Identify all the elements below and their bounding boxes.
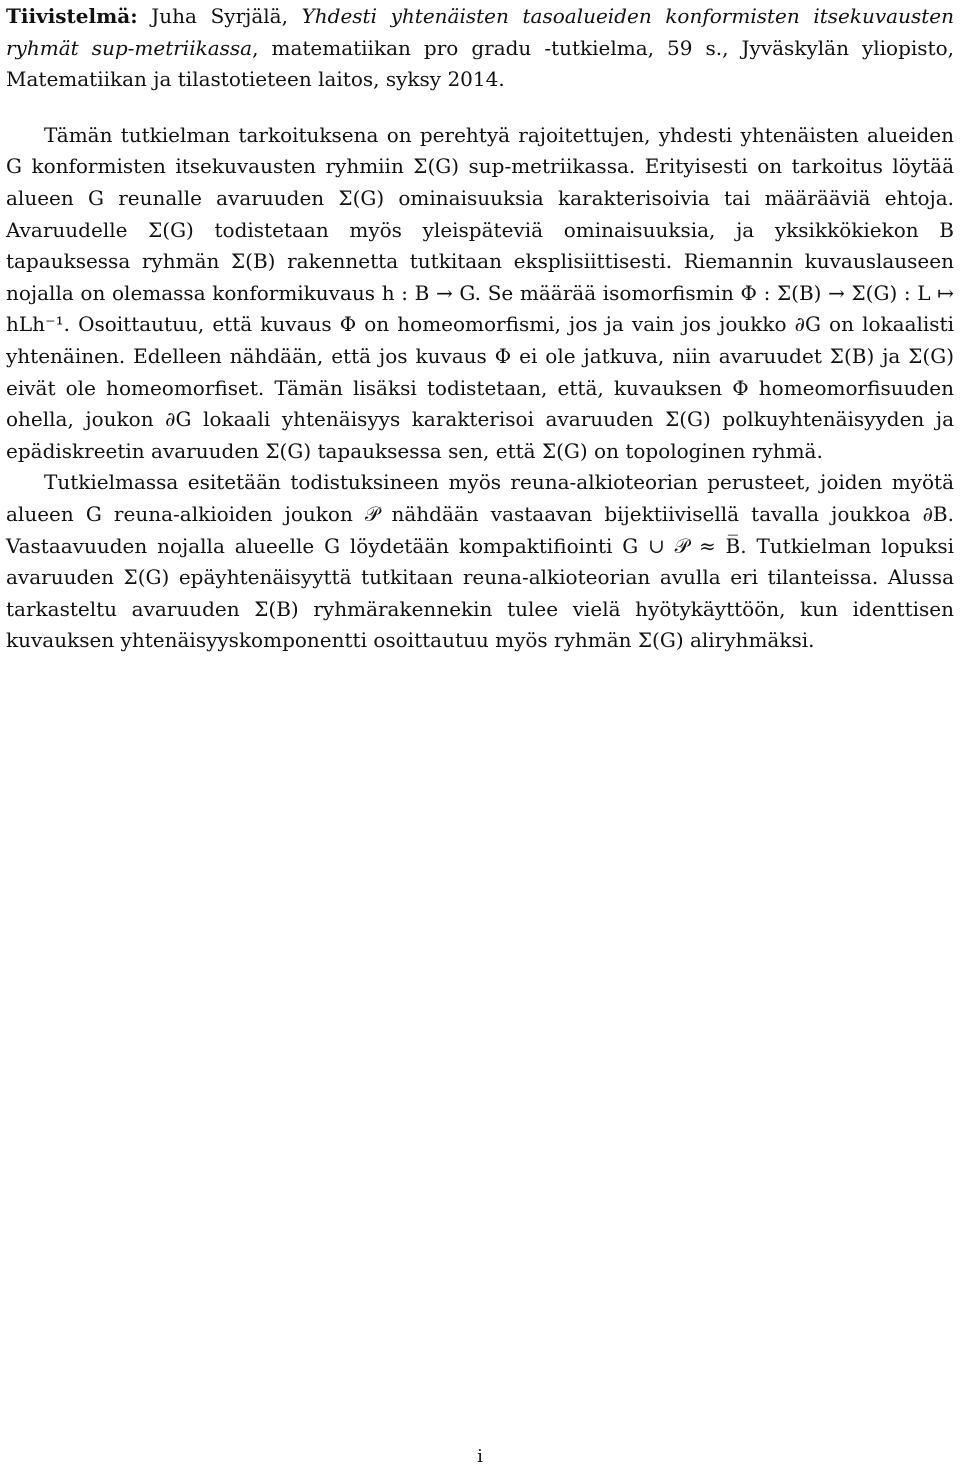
abstract-content [6, 0, 954, 657]
author-name: Juha Syrjälä, [151, 4, 288, 28]
abstract-label: Tiivistelmä: [6, 4, 138, 28]
abstract-paragraph-1: Tämän tutkielman tarkoituksena on perehtyä rajoitettujen, yhdesti yhtenäisten alueiden G konformisten itsekuvausten ryhmiin Σ(G) sup-metriikassa. Erityisesti on tarkoitus löytää alueen G reunalle avaruuden Σ(G) ominaisuuksia karakterisoivia tai määrääviä ehtoja. Avaruudelle Σ(G) todistetaan myös yleispäteviä ominaisuuksia, ja yksikkökiekon B tapauksessa ryhmän Σ(B) rakennetta tutkitaan eksplisiittisesti. Riemannin kuvauslauseen nojalla on olemassa konformikuvaus h : B → G. Se määrää isomorfismin Φ : Σ(B) → Σ(G) : L ↦ hLh⁻¹. Osoittautuu, että kuvaus Φ on homeomorfismi, jos ja vain jos joukko ∂G on lokaalisti yhtenäinen. Edelleen nähdään, että jos kuvaus Φ ei ole jatkuva, niin avaruudet Σ(B) ja Σ(G) eivät ole homeomorfiset. Tämän lisäksi todistetaan, että, kuvauksen Φ homeomorfisuuden ohella, joukon ∂G lokaali yhtenäisyys karakterisoi avaruuden Σ(G) polkuyhtenäisyyden ja epädiskreetin avaruuden Σ(G) tapauksessa sen, että Σ(G) on topologinen ryhmä. [6, 122, 954, 463]
thesis-details: , matematiikan pro gradu -tutkielma, 59 s., Jyväskylän yliopisto, Matematiikan ja tilastotieteen laitos, syksy 2014. [6, 35, 954, 92]
abstract-header [6, 0, 954, 96]
thesis-title: Yhdesti yhtenäisten tasoalueiden konformisten itsekuvausten ryhmät sup-metriikassa [6, 4, 955, 60]
page-number: i [477, 1446, 483, 1467]
abstract-paragraph-2: Tutkielmassa esitetään todistuksineen myös reuna-alkioteorian perusteet, joiden myötä alueen G reuna-alkioiden joukon 𝒫 nähdään vastaavan bijektiivisellä tavalla joukkoa ∂B. Vastaavuuden nojalla alueelle G löydetään kompaktifiointi G ∪ 𝒫 ≈ B̅. Tutkielman lopuksi avaruuden Σ(G) epäyhtenäisyyttä tutkitaan reuna-alkioteorian avulla eri tilanteissa. Alussa tarkasteltu avaruuden Σ(B) ryhmärakennekin tulee vielä hyötykäyttöön, kun identtisen kuvauksen yhtenäisyyskomponentti osoittautuu myös ryhmän Σ(G) aliryhmäksi. [6, 470, 954, 653]
